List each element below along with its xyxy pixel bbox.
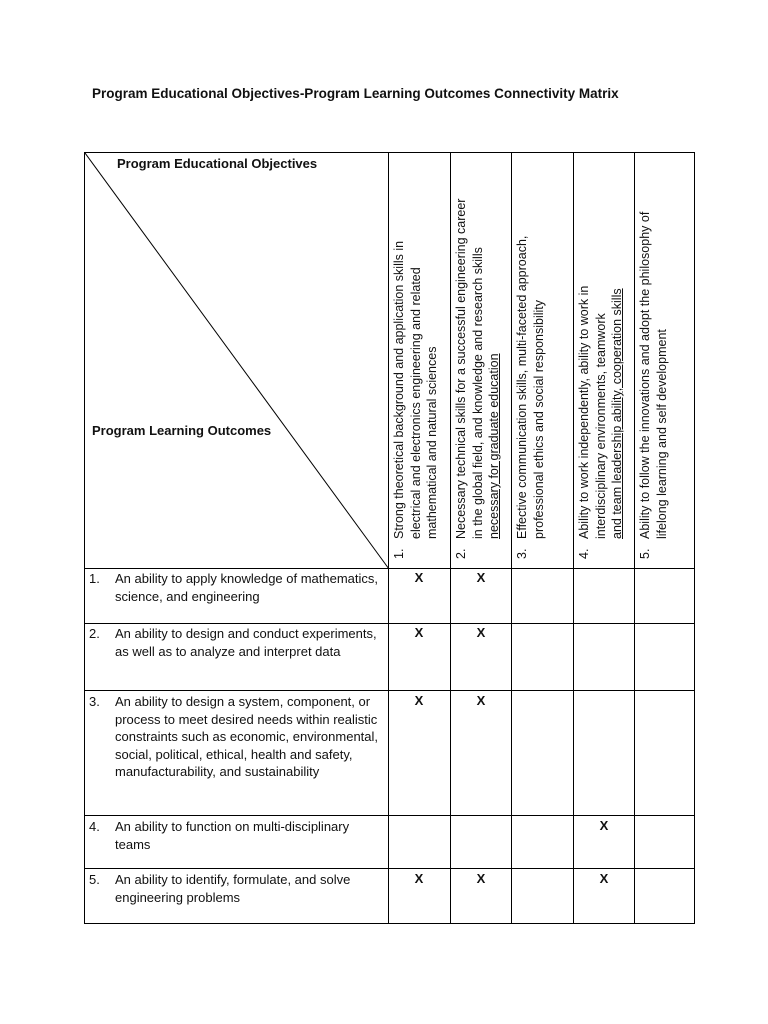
objective-text-line: necessary for graduate education	[487, 353, 501, 539]
objective-number: 1.	[392, 548, 406, 559]
matrix-mark: X	[414, 871, 424, 886]
row-divider	[85, 623, 694, 624]
outcome-number: 4.	[89, 819, 100, 834]
outcome-text: An ability to apply knowledge of mathematics, science, and engineering	[115, 571, 379, 604]
outcome-text: An ability to function on multi-disciplinary teams	[115, 819, 350, 852]
outcome-row-2	[89, 625, 385, 660]
header-diagonal-line	[85, 153, 390, 569]
matrix-mark: X	[476, 570, 486, 585]
objective-text-line: Necessary technical skills for a successful engineering career	[454, 198, 468, 539]
outcomes-header: Program Learning Outcomes	[92, 423, 272, 438]
objective-text-line: professional ethics and social responsibility	[531, 299, 546, 539]
objective-text-line: electrical and electronics engineering and related	[408, 267, 423, 539]
objective-text-line: Effective communication skills, multi-faceted approach,	[515, 235, 529, 539]
row-divider	[85, 690, 694, 691]
objective-text-line: Strong theoretical background and application skills in	[392, 240, 406, 539]
outcome-number: 1.	[89, 571, 100, 586]
outcome-number: 5.	[89, 872, 100, 887]
outcome-text: An ability to identify, formulate, and solve engineering problems	[115, 872, 351, 905]
row-divider	[85, 815, 694, 816]
outcome-text: An ability to design a system, component, or process to meet desired needs within realistic constraints such as economic, environmental, social, political, ethical, health and safety, manufacturability, and sustainability	[115, 694, 379, 779]
matrix-mark: X	[414, 570, 424, 585]
outcome-number: 2.	[89, 626, 100, 641]
objective-number: 5.	[638, 548, 652, 559]
objectives-header: Program Educational Objectives	[117, 156, 318, 171]
matrix-mark: X	[599, 871, 609, 886]
objective-header-5	[637, 159, 699, 559]
objective-number: 3.	[515, 548, 529, 559]
outcome-row-5	[89, 871, 385, 906]
matrix-mark: X	[476, 871, 486, 886]
matrix-mark: X	[476, 693, 486, 708]
objective-text-line: interdisciplinary environments, teamwork	[593, 313, 608, 539]
objective-header-2	[453, 159, 515, 559]
matrix-mark: X	[414, 625, 424, 640]
objective-header-3	[514, 159, 576, 559]
outcome-row-3	[89, 693, 385, 781]
matrix-mark: X	[414, 693, 424, 708]
objective-header-4	[576, 159, 638, 559]
objective-text-line: Ability to follow the innovations and adopt the philosophy of	[638, 211, 652, 539]
document-title: Program Educational Objectives-Program Learning Outcomes Connectivity Matrix	[92, 86, 619, 101]
row-divider	[85, 868, 694, 869]
objective-text-line: mathematical and natural sciences	[425, 346, 439, 539]
objective-header-1	[391, 159, 453, 559]
matrix-mark: X	[599, 818, 609, 833]
objective-text-line: Ability to work independently, ability to work in	[577, 285, 591, 539]
objective-text-line: in the global field, and knowledge and research skills	[470, 247, 485, 539]
objective-number: 2.	[454, 548, 468, 559]
objective-text-line: and team leadership ability, cooperation skills	[610, 288, 624, 539]
outcome-row-4	[89, 818, 385, 853]
matrix-mark: X	[476, 625, 486, 640]
outcome-row-1	[89, 570, 385, 605]
objective-number: 4.	[577, 548, 591, 559]
outcome-number: 3.	[89, 694, 100, 709]
objective-text-line: lifelong learning and self development	[654, 329, 669, 539]
connectivity-matrix	[84, 152, 695, 924]
outcome-text: An ability to design and conduct experiments, as well as to analyze and interpret data	[115, 626, 377, 659]
